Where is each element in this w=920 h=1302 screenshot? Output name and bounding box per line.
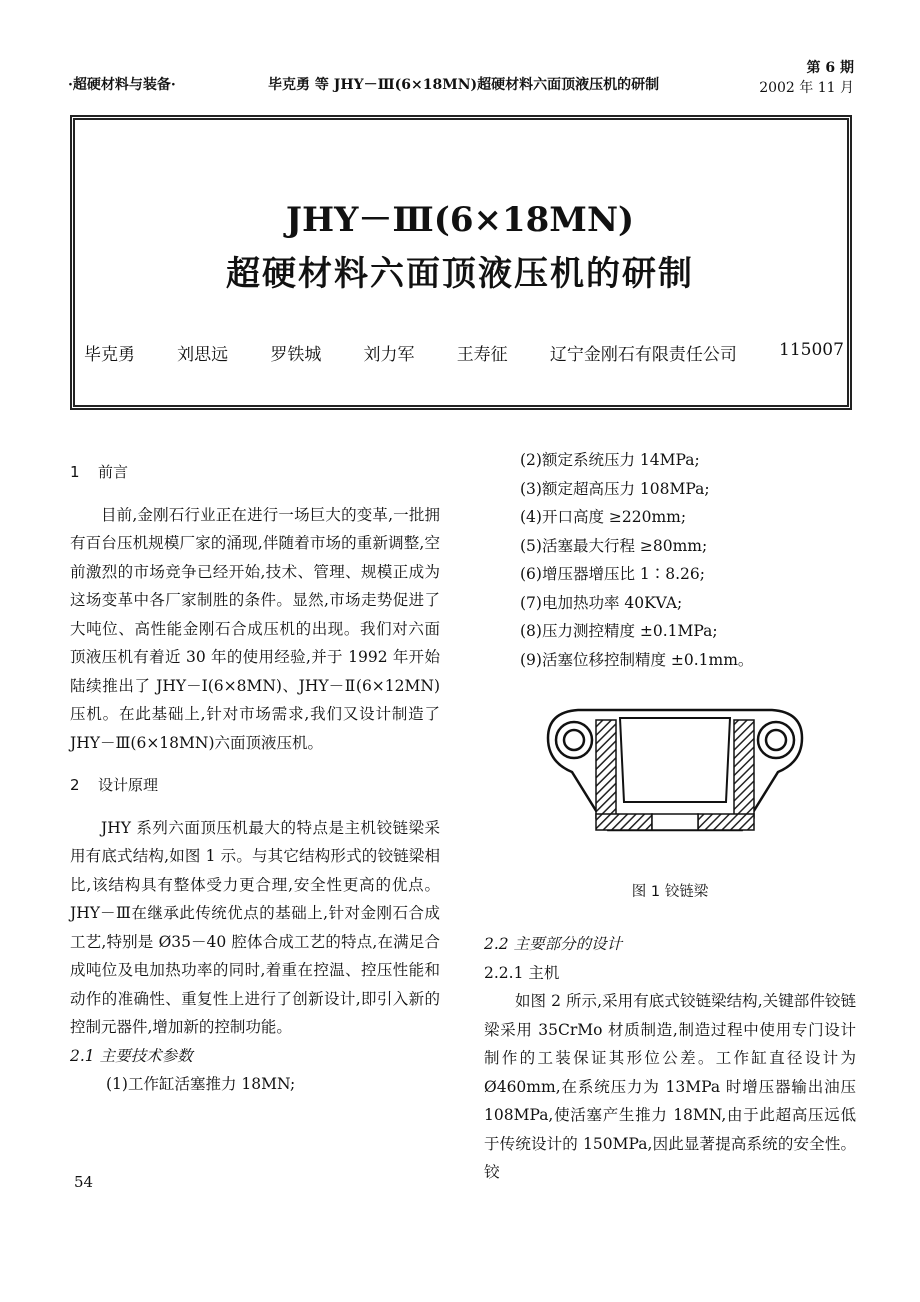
section-1-heading: [70, 458, 440, 487]
subsection-2-2-1-paragraph: 如图 2 所示,采用有底式铰链梁结构,关键部件铰链梁采用 35CrMo 材质制造,制造过程中使用专门设计制作的工装保证其形位公差。工作缸直径设计为 Ø460mm,在系统压力为 13MPa 时增压器输出油压 108MPa,使活塞产生推力 18MN,由于此超高压远低于传统设计的 150MPa,因此显著提高系统的安全性。铰: [484, 992, 856, 1181]
parameter-item: (4)开口高度 ≥220mm;: [520, 508, 687, 526]
parameter-item: (6)增压器增压比 1∶8.26;: [520, 565, 705, 583]
subsection-2-1-heading: 2.1 主要技术参数: [70, 1046, 193, 1065]
section-2-heading: [70, 771, 440, 800]
parameter-item: (2)额定系统压力 14MPa;: [520, 451, 700, 469]
parameter-item: (7)电加热功率 40KVA;: [520, 593, 683, 612]
author: 刘力军: [363, 345, 415, 365]
right-column-lower: [484, 930, 856, 1187]
section-number: 1: [70, 463, 80, 481]
section-1-paragraph: 目前,金刚石行业正在进行一场巨大的变革,一批拥有百台压机规模厂家的涌现,伴随着市场的重新调整,空前激烈的市场竞争已经开始,技术、管理、规模正成为这场变革中各厂家制胜的条件。显然,市场走势促进了大吨位、高性能金刚石合成压机的出现。我们对六面顶液压机有着近 30 年的使用经验,并于 1992 年开始陆续推出了 JHY－I(6×8MN)、JHY－Ⅱ(6×12MN)压机。在此基础上,针对市场需求,我们又设计制造了 JHY－Ⅲ(6×18MN)六面顶液压机。: [70, 505, 440, 752]
journal-name: ·超硬材料与装备·: [68, 77, 176, 93]
issue-info: [759, 58, 854, 98]
issue-number: 第 6 期: [806, 60, 854, 76]
parameter-item: (1)工作缸活塞推力 18MN;: [106, 1075, 296, 1093]
subsection-2-2-heading: 2.2 主要部分的设计: [484, 935, 623, 953]
right-wall-section: [734, 720, 754, 818]
affiliation: 辽宁金刚石有限责任公司: [549, 345, 737, 365]
left-wall-section: [596, 720, 616, 818]
right-column: [484, 446, 856, 674]
parameter-item: (9)活塞位移控制精度 ±0.1mm。: [520, 650, 754, 669]
hinge-beam-figure: [530, 690, 820, 840]
parameter-item: (3)额定超高压力 108MPa;: [520, 479, 710, 498]
postal-code: 115007: [779, 340, 844, 360]
bottom-opening: [652, 814, 698, 830]
author: 罗铁城: [270, 345, 322, 365]
author: 毕克勇: [84, 345, 135, 365]
issue-date: 2002 年 11 月: [759, 80, 854, 96]
subsection-2-2-1-heading: 2.2.1 主机: [484, 963, 560, 982]
parameter-item: (8)压力测控精度 ±0.1MPa;: [520, 622, 718, 640]
left-column: [70, 458, 440, 1099]
bottom-plate-right: [698, 814, 754, 830]
author: 王寿征: [456, 345, 508, 365]
running-title: 毕克勇 等 JHY－Ⅲ(6×18MN)超硬材料六面顶液压机的研制: [268, 77, 660, 93]
title-line-1: JHY－Ⅲ(6×18MN): [285, 200, 635, 240]
section-number: 2: [70, 776, 80, 794]
page-number: 54: [74, 1173, 94, 1191]
figure-caption: 图 1 铰链梁: [631, 884, 709, 900]
section-title: 设计原理: [98, 776, 159, 794]
title-line-2: 超硬材料六面顶液压机的研制: [226, 254, 694, 294]
author-line: [84, 340, 844, 365]
parameter-item: (5)活塞最大行程 ≥80mm;: [520, 536, 708, 555]
author: 刘思远: [177, 345, 229, 365]
section-2-paragraph: JHY 系列六面顶压机最大的特点是主机铰链梁采用有底式结构,如图 1 示。与其它结构形式的铰链梁相比,该结构具有整体受力更合理,安全性更高的优点。JHY－Ⅲ在继承此传统优点的基础上,针对金刚石合成工艺,特别是 Ø35－40 腔体合成工艺的特点,在满足合成吨位及电加热功率的同时,着重在控温、控压性能和动作的准确性、重复性上进行了创新设计,即引入新的控制元器件,增加新的控制功能。: [70, 818, 440, 1036]
beam-cavity: [620, 718, 730, 802]
bottom-plate-left: [596, 814, 652, 830]
section-title: 前言: [98, 463, 129, 481]
